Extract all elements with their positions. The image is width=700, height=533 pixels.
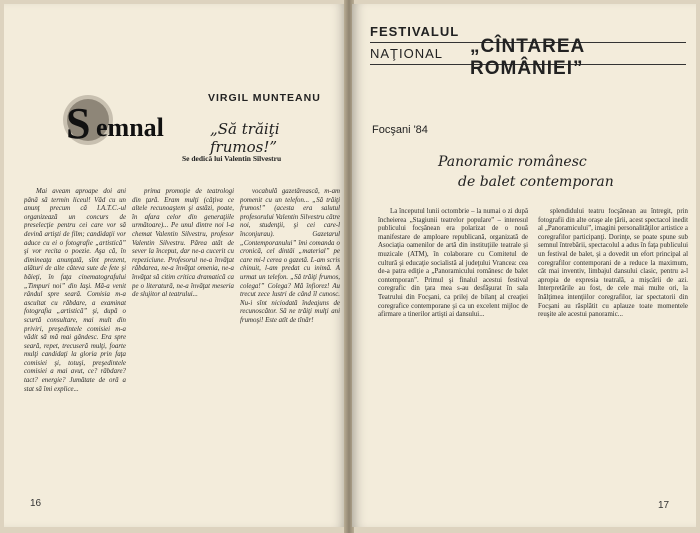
left-page (4, 4, 346, 527)
festival-label-line2: NAŢIONAL (370, 46, 444, 61)
semnal-logo-graphic (60, 94, 202, 150)
page-number-left: 16 (30, 498, 42, 509)
semnal-logo-s: S (66, 99, 91, 148)
right-column-1-text: La începutul lunii octombrie – la numai o zi după încheierea „Stagiunii teatrelor populare” – interesul publicului focşănean era polarizat de o nouă manifestare de amploare republicană, organizată de Asociaţia oamenilor de artă din instituţiile teatrale şi muzicale (ATM), în colaborare cu Comitetul de cultură şi educaţie socialistă al judeţului Vrancea: cea de-a patra ediţie a „Panoramicului românesc de balet contemporan”. Primul şi finalul acestui festival coregrafic din ţara mea s-au desfăşurat în sala Teatrului din Focşani, ca prilej de bilanţ al creaţiei coregrafice contemporane şi ca un excelent mijloc de afirmare a tinerilor artişti ai dansului... (378, 208, 528, 319)
left-column-3-text: vocabulă gazetărească, m-am pomenit cu un telefon... „Să trăiţi frumos!” (acesta era salutul profesorului Valentin Silvestru către noi, studenţii, şi cei care-l înconjurau). Gazetarul „Contemporanului” îmi comanda o cronică, cel dintâi „material” pe care mi-l cerea o gazetă. L-am scris chinuit, l-am predat cu inimă. A urmat un telefon. „Să trăiţi frumos, colega!” Colega? Mă înfiorez! Au trecut zece lustri de când îl cunosc. Nu-i sînt niciodată îndeajuns de recunoscător. Să ne trăiţi mulţi ani frumoşi! Este atît de tînăr! (240, 188, 340, 324)
festival-name: „CÎNTAREA ROMÂNIEI” (470, 36, 585, 79)
festival-label-line1: FESTIVALUL (370, 24, 460, 39)
right-column-2 (538, 208, 688, 492)
right-column-2-text: splendidului teatru focşănean au întregit, prin fotografii din alte oraşe ale ţării, acest spectacol inedit al „Panoramicului”, imagini personalităţilor artistice a coregrafilor participanţi. Dorinţe, se poate spune sub semnul întrebării, spectacolul a adus în faţa publicului un festival de balet, şi a dovedit un efort principal al coregrafilor contemporani de a reduce la maximum, cât mai inventiv, limbajul dansului clasic, pentru a-l apropia de expresia teatrală, a mişcării de azi. Interpretările au fost, de cele mai multe ori, la înălţimea intenţiilor coregrafilor, iar spectatorii din Focşani au răsplătit cu aplauze toate momentele reuşite ale acestui panoramic... (538, 208, 688, 319)
article-title-line1: Panoramic românesc (438, 154, 587, 170)
event-place: Focşani '84 (372, 124, 428, 136)
right-column-1 (378, 208, 528, 492)
semnal-logo-rest: emnal (96, 113, 164, 142)
article-title-line2: de balet contemporan (458, 174, 614, 190)
page-number-right: 17 (658, 500, 670, 511)
dedication-line: Se dedică lui Valentin Silvestru (182, 154, 282, 163)
left-column-1 (24, 188, 126, 490)
left-column-2 (132, 188, 234, 490)
left-column-1-text: Mai aveam aproape doi ani până să termin liceul! Văd cu un anunţ precum că I.A.T.C.-ul organizează un concurs de preselecţie pentru cei care vor să devină artişti de film; candidaţii vor aduce cu ei o fotografie „artistică” şi vor recita o poezie. Aşa că, în dimineaţa anunţată, sînt prezent, alături de alte câteva sute de fete şi băieţi, în faţa cinematografului „Timpuri noi” din Iaşi. Mă-a venit rândul spre seară. Comisia m-a ascultat cu răbdare, a examinat fotografia „artistică” şi, după o scurtă consultare, mai mult din priviri, preşedintele comisiei m-a vădit să mă mai gândesc. Era spre seară, repet, trecuseră mulţi, foarte mulţi candidaţi la gloria prin faţa comisiei şi, totuşi, preşedintele comisiei a mai avut, ce? răbdare? tact? energie? Jumătate de oră a stat să îmi explice... (24, 188, 126, 393)
left-column-2-text: prima promoţie de teatrologi din ţară. Eram mulţi (câţiva ce altele recunoaştem şi astăzi, poate, în afara celor din generaţiile următoare)... Pe unul dintre noi l-a chemat Valentin Silvestru, profesor Valentin Silvestru. Părea atât de sever la început, dar ne-a cucerit cu repeziciune. Profesorul ne-a învăţat răbdarea, ne-a învăţat omenia, ne-a învăţat să citim critica dramatică ca pe o literatură, ne-a învăţat meseria de slujitor al teatrului... (132, 188, 234, 299)
semnal-logo (60, 94, 202, 150)
author-name: VIRGIL MUNTEANU (208, 92, 321, 104)
left-column-3 (240, 188, 340, 490)
article-subtitle: „Să trăiţi frumos!” (210, 120, 280, 156)
right-page (352, 4, 696, 527)
